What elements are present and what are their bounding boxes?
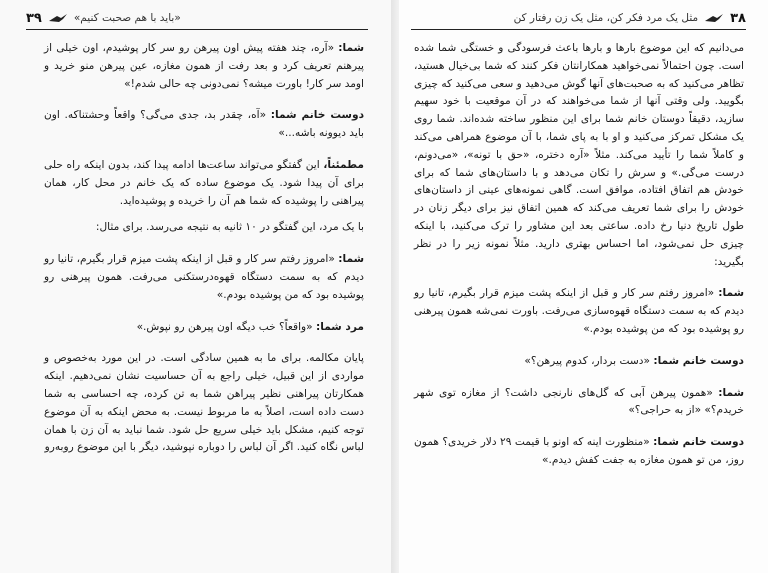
speaker-label: مرد شما:	[315, 320, 364, 333]
running-header	[26, 9, 181, 27]
paragraph: می‌دانیم که این موضوع بارها و بارها باعث فرسودگی و خستگی شما شده است. چون احتمالاً نمی‌خواهید همکارانتان فکر کنند که شما بی‌خیال هستید، تظاهر می‌کنید که به صحبت‌های آنها گوش می‌دهید و سعی می‌کنید که چیزی بگویید. ولی وقتی آنها از شما می‌خواهند که در آن موقعیت با خود سهیم سازید، دقیقاً دوستان خانم شما برای این منظور ساخته شده‌اند. شما روی یک مشکل تمرکز می‌کنید و او با به پای شما، با آن موضوع همراهی می‌کند و کاملاً شما را تأیید می‌کند. مثلاً «آره دختره، «حق با تونه»، «می‌دونم، درست می‌گی.» و سرش را تکان می‌دهد و با داستان‌های شما که برای خودش هم اتفاق افتاده، موافق است. گاهی نمونه‌های عینی از داستان‌های خودش را برای شما تعریف می‌کند که همین اتفاق نیز برای دیگر زنان در طول تاریخ دنیا رخ داده. ساعتی بعد این مشاور را ترک می‌کنید، با اینکه چیزی حل نمی‌شود، اما احساس بهتری دارید. مثلاً نمونه زیر را در نظر بگیرید:	[414, 42, 744, 268]
speaker-label: شما:	[718, 386, 745, 399]
dialogue-paragraph: شما: «امروز رفتم سر کار و قبل از اینکه پشت میزم قرار بگیرم، تانیا رو دیدم که به سمت دستگاه قهوه‌سازی می‌رفت. باورت نمی‌شه همون پیرهنی رو پوشیده بود که من پوشیده بودم.»	[414, 287, 744, 335]
header-rule	[411, 29, 746, 30]
right-page	[391, 0, 768, 573]
page-number: ۳۹	[26, 10, 42, 26]
paragraph: مطمئناً، این گفتگو می‌تواند ساعت‌ها ادامه پیدا کند، بدون اینکه راه حلی برای آن پیدا شود. یک موضوع ساده که یک خانم در محل کار، همان پیراهنی را پوشیده که شما هم آن را خریده و پوشیده‌اید.	[44, 158, 364, 207]
running-header	[514, 9, 746, 27]
paragraph: پایان مکالمه. برای ما به همین سادگی است. در این مورد به‌خصوص و مواردی از این قبیل، خیلی راجع به آن حساسیت نشان نمی‌دهیم. اینکه همکارتان پیراهنی نظیر پیراهن شما به تن کرده، چه احساسی به شما دست داده است، اصلاً به ما مربوط نیست. به محض اینکه به آن موضوع توجه کنیم، مشکل باید خیلی سریع حل شود. شما نباید به آن زن با همان لباس نگاه کنید. اگر آن لباس را دوباره نپوشید، دیگر با این موضوع روبه‌رو	[44, 352, 364, 454]
header-rule	[26, 29, 368, 30]
dialogue-paragraph: شما: «آره، چند هفته پیش اون پیرهن رو سر کار پوشیدم، اون خیلی از پیرهنم تعریف کرد و بعد رفت از همون مغازه، عین پیرهن منو خرید و اومد سر کار! باورت میشه؟ نمی‌دونی چه حالی شدم!»	[44, 42, 364, 90]
speaker-label: شما:	[338, 42, 364, 54]
dialogue-paragraph: دوست خانم شما: «آه، چقدر بد، جدی می‌گی؟ واقعاً وحشتناکه. اون باید دیوونه باشه...»	[44, 109, 364, 140]
speaker-label: شما:	[338, 253, 364, 266]
dialogue-paragraph: دوست خانم شما: «دست بردار، کدوم پیرهن؟»	[524, 354, 744, 367]
bird-ornament-icon	[48, 13, 68, 23]
dialogue-paragraph: شما: «همون پیرهن آبی که گل‌های نارنجی داشت؟ از مغازه توی شهر خریدم؟» «از به حراجی؟»	[414, 386, 745, 417]
page-body	[44, 40, 364, 466]
speaker-label: دوست خانم شما:	[270, 109, 364, 122]
page-body	[414, 40, 744, 479]
speaker-label: شما:	[718, 287, 744, 300]
running-head-title: مثل یک مرد فکر کن، مثل یک زن رفتار کن	[513, 12, 699, 24]
speaker-label: دوست خانم شما:	[653, 436, 745, 449]
dialogue-paragraph: دوست خانم شما: «منظورت اینه که اونو با قیمت ۲۹ دلار خریدی؟ همون روز، من تو همون مغازه به جفت کفش دیدم.»	[414, 436, 745, 466]
dialogue-paragraph: مرد شما: «واقعاً؟ خب دیگه اون پیرهن رو نپوش.»	[136, 320, 364, 333]
speaker-label: دوست خانم شما:	[653, 354, 744, 367]
running-head-title: «باید با هم صحبت کنیم»	[73, 12, 181, 24]
dialogue-paragraph: شما: «امروز رفتم سر کار و قبل از اینکه پشت میزم قرار بگیرم، تانیا رو دیدم که به سمت دستگاه قهوه‌درستکنی می‌رفت. همون پیرهنی رو پوشیده بود که من پوشیده بودم.»	[44, 253, 364, 301]
paragraph: با یک مرد، این گفتگو در ۱۰ ثانیه به نتیجه می‌رسد. برای مثال:	[95, 221, 364, 234]
bird-ornament-icon	[704, 13, 724, 23]
page-number: ۳۸	[730, 10, 746, 26]
